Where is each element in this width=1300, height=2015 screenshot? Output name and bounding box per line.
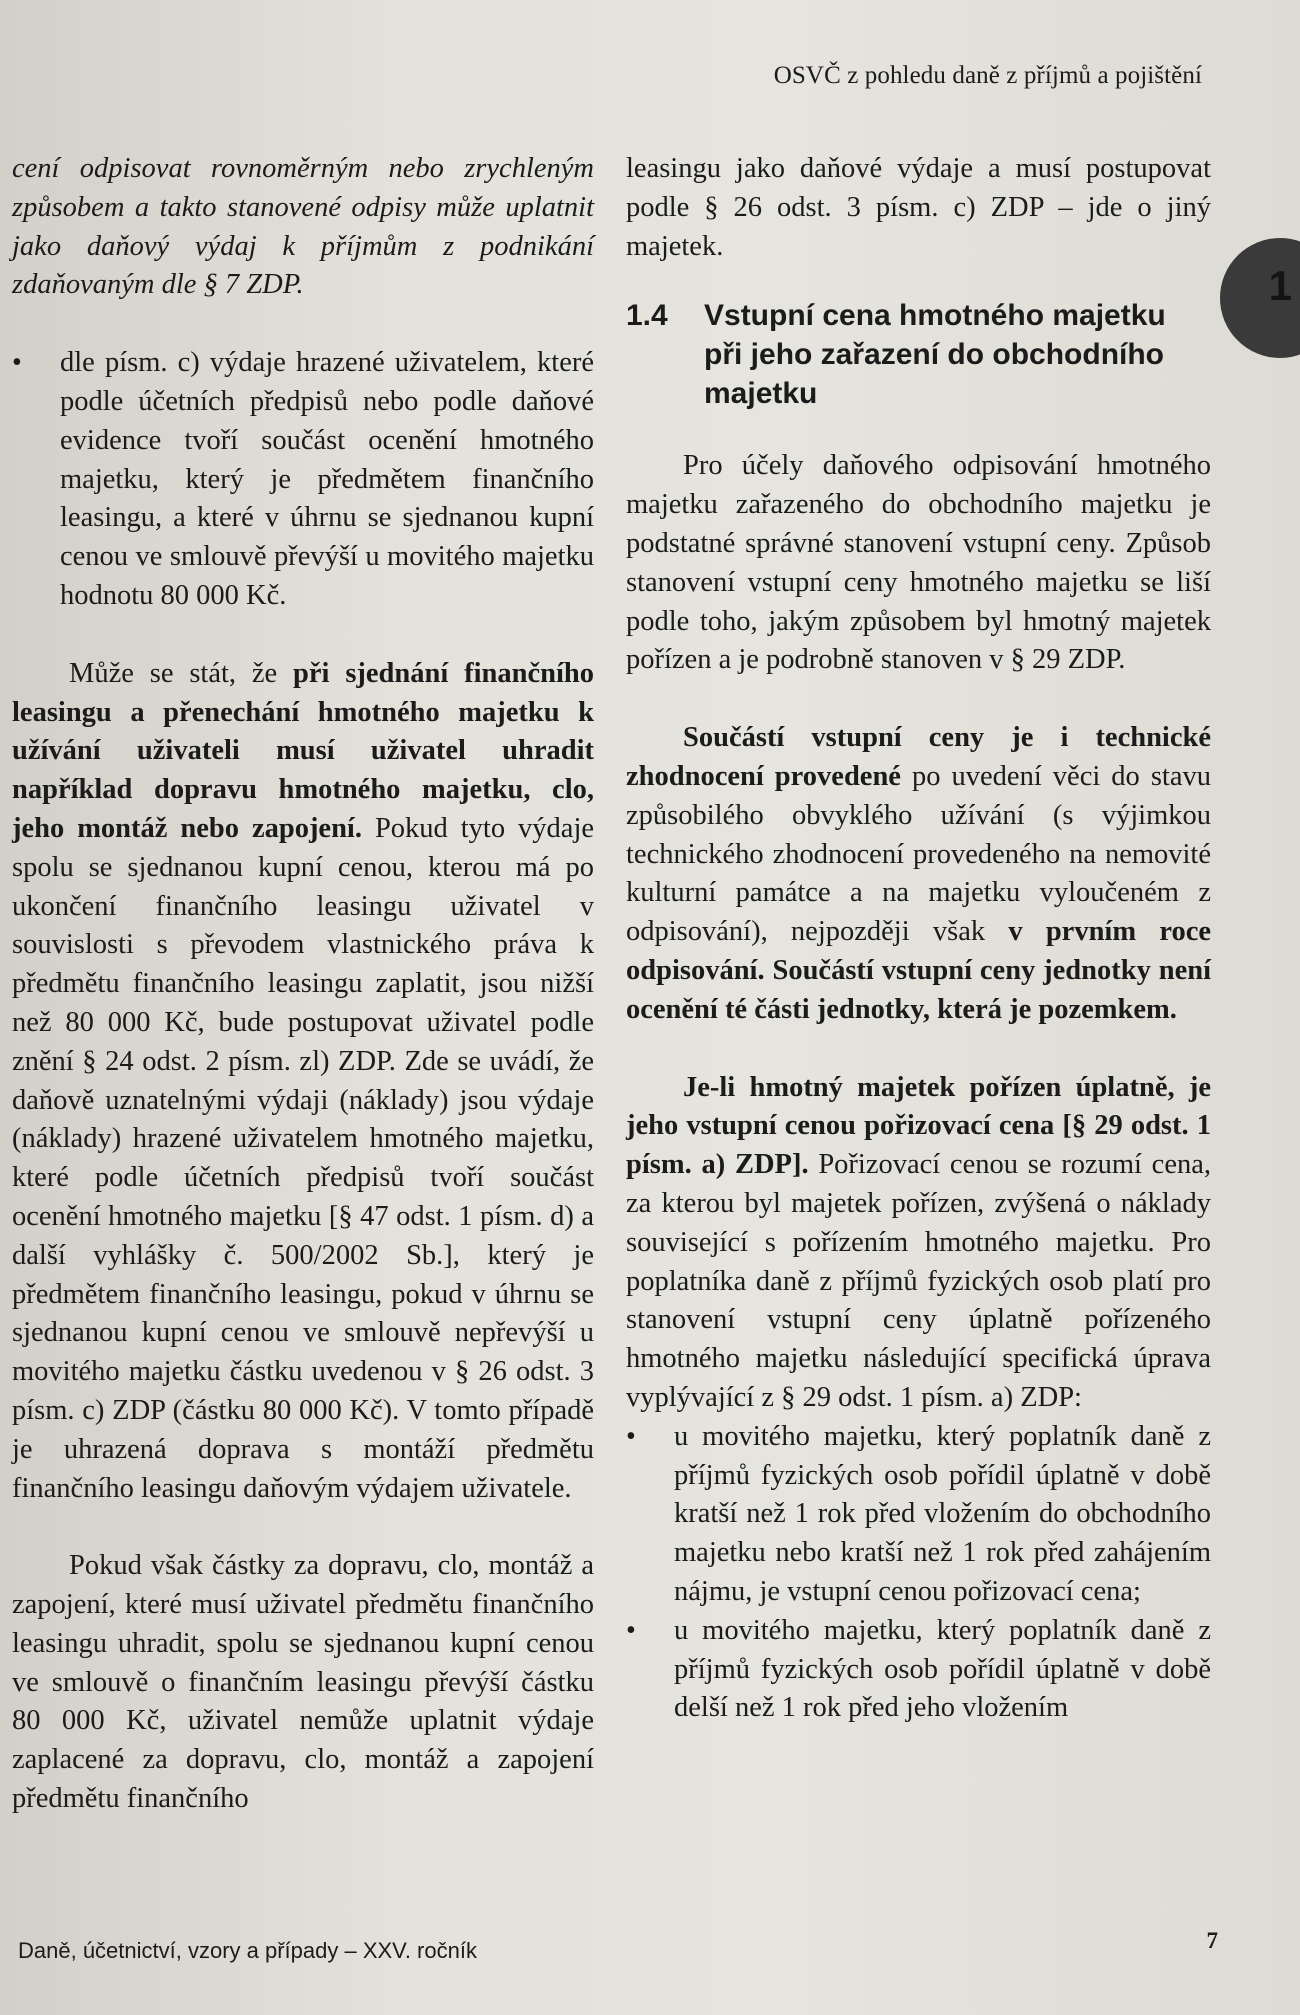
bullet-item-short-period: • u movitého majetku, který poplatník daně z příjmů fyzických osob pořídil úplatně v době kratší než 1 rok před vložením do obchodního majetku nebo kratší než 1 rok před zahájením nájmu, je vstupní cenou pořizovací cena;	[626, 1418, 1211, 1612]
section-number: 1.4	[626, 299, 668, 333]
bullet-item-long-period: • u movitého majetku, který poplatník daně z příjmů fyzických osob pořídil úplatně v době delší než 1 rok před jeho vložením	[626, 1612, 1211, 1728]
text-run: Může se stát, že	[69, 657, 294, 689]
paragraph-transport-costs	[12, 655, 594, 1509]
bullet-item-c: • dle písm. c) výdaje hrazené uživatelem, které podle účetních předpisů nebo podle daňové evidence tvoří součást ocenění hmotného majetku, který je předmětem finančního leasingu, a které v úhrnu se sjednanou kupní cenou ve smlouvě převýší u movitého majetku hodnotu 80 000 Kč.	[12, 344, 594, 616]
right-column	[626, 150, 1211, 1728]
footer-journal-title: Daně, účetnictví, vzory a případy – XXV. ročník	[18, 1938, 477, 1963]
section-heading	[626, 296, 1211, 413]
page-number: 7	[1206, 1928, 1218, 1953]
text-run: Pokud tyto výdaje spolu se sjednanou kupní cenou, kterou má po ukončení finančního leasingu uživatel v souvislosti s převodem vlastnického práva k předmětu finančního leasingu zaplatit, jsou nižší než 80 000 Kč, bude postupovat uživatel podle znění § 24 odst. 2 písm. zl) ZDP. Zde se uvádí, že daňově uznatelnými výdaji (náklady) jsou výdaje (náklady) hrazené uživatelem hmotného majetku, které podle účetních předpisů tvoří součást ocenění hmotného majetku [§ 47 odst. 1 písm. d) a další vyhlášky č. 500/2002 Sb.], který je předmětem finančního leasingu, pokud v úhrnu se sjednanou kupní cenou ve smlouvě nepřevýší u movitého majetku částku uvedenou v § 26 odst. 3 písm. c) ZDP (částku 80 000 Kč). V tomto případě je uhrazená doprava s montáží předmětu finančního leasingu daňovým výdajem uživatele.	[12, 812, 595, 1504]
left-column	[12, 150, 594, 1819]
chapter-number: 1	[1268, 262, 1292, 309]
paragraph-exceeding-limit: Pokud však částky za dopravu, clo, montáž a zapojení, které musí uživatel předmětu finančního leasingu uhradit, spolu se sjednanou kupní cenou ve smlouvě o finančním leasingu převýší částku 80 000 Kč, uživatel nemůže uplatnit výdaje zaplacené za dopravu, clo, montáž a zapojení předmětu finančního	[12, 1550, 594, 1815]
section-title: Vstupní cena hmotného majetku při jeho zařazení do obchodního majetku	[704, 299, 1166, 411]
italic-paragraph: cení odpisovat rovnoměrným nebo zrychleným způsobem a takto stanovené odpisy může uplatnit jako daňový výdaj k příjmům z podnikání zdaňovaným dle § 7 ZDP.	[12, 153, 594, 301]
paragraph-depreciation: Pro účely daňového odpisování hmotného majetku zařazeného do obchodního majetku je podstatné správné stanovení vstupní ceny. Způsob stanovení vstupní ceny hmotného majetku se liší podle toho, jakým způsobem byl hmotný majetek pořízen a je podrobně stanoven v § 29 ZDP.	[626, 450, 1211, 676]
paragraph-acquisition-price	[626, 1069, 1211, 1418]
text-run: po uvedení věci do stavu způsobilého obvyklého užívání (s výjimkou technického zhodnocení provedeného na nemovité kulturní památce a na majetku vyloučeném z odpisování), nejpozději však	[626, 760, 1211, 948]
bold-text-run: při sjednání finančního leasingu a přenechání hmotného majetku k užívání uživateli musí uživatel uhradit například dopravu hmotného majetku, clo, jeho montáž nebo zapojení.	[12, 657, 594, 844]
bold-text-run: Je-li hmotný majetek pořízen úplatně, je jeho vstupní cenou pořizovací cena [§ 29 odst. 1 písm. a) ZDP].	[626, 1071, 1211, 1181]
continued-paragraph: leasingu jako daňové výdaje a musí postupovat podle § 26 odst. 3 písm. c) ZDP – jde o jiný majetek.	[626, 153, 1211, 262]
text-run: Pořizovací cenou se rozumí cena, za kterou byl majetek pořízen, zvýšená o náklady související s pořízením hmotného majetku. Pro poplatníka daně z příjmů fyzických osob platí pro stanovení vstupní ceny úplatně pořízeného hmotného majetku následující specifická úprava vyplývající z § 29 odst. 1 písm. a) ZDP:	[626, 1149, 1212, 1413]
running-header: OSVČ z pohledu daně z příjmů a pojištění	[773, 62, 1202, 89]
bold-text-run: v prvním roce odpisování. Součástí vstupní ceny jednotky není ocenění té části jednotky, která je pozemkem.	[626, 916, 1211, 1025]
bold-text-run: Součástí vstupní ceny je i technické zhodnocení provedené	[626, 722, 1211, 792]
paragraph-technical-improvement	[626, 719, 1211, 1029]
